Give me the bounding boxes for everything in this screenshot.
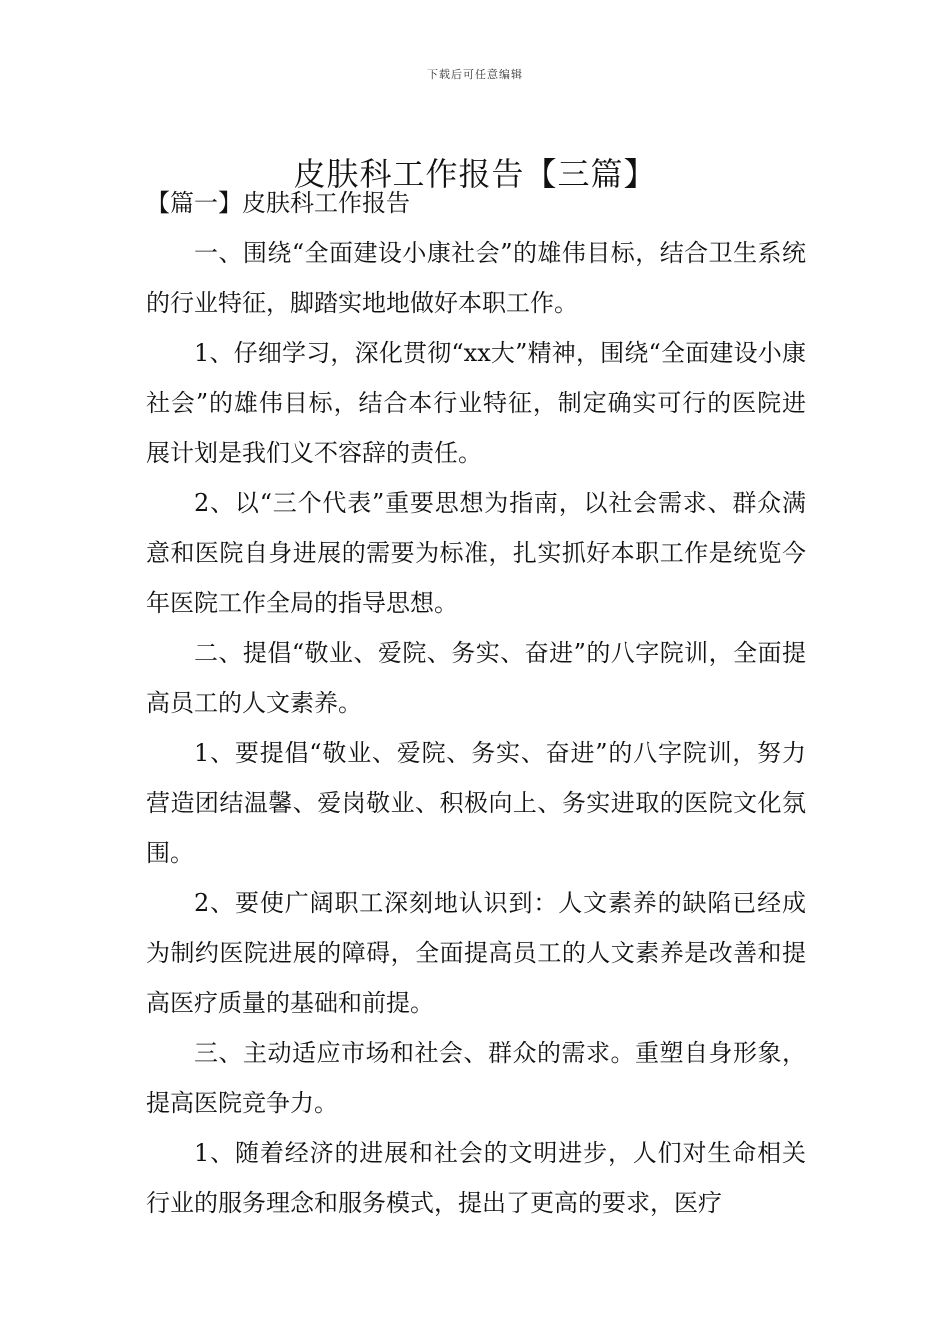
paragraph: 1、仔细学习，深化贯彻“xx大”精神，围绕“全面建设小康社会”的雄伟目标，结合本行业特征，制定确实可行的医院进展计划是我们义不容辞的责任。: [146, 339, 806, 467]
header-note: 下载后可任意编辑: [427, 68, 523, 81]
paragraph: 三、主动适应市场和社会、群众的需求。重塑自身形象，提高医院竞争力。: [146, 1039, 806, 1117]
section-heading: 【篇一】皮肤科工作报告: [146, 189, 410, 217]
paragraph: 1、随着经济的进展和社会的文明进步，人们对生命相关行业的服务理念和服务模式，提出了更高的要求，医疗: [146, 1139, 806, 1217]
paragraph: 一、围绕“全面建设小康社会”的雄伟目标，结合卫生系统的行业特征，脚踏实地地做好本职工作。: [146, 239, 806, 317]
document-body: [146, 178, 806, 1228]
document-title: 皮肤科工作报告【三篇】: [293, 155, 657, 194]
paragraph: 2、要使广阔职工深刻地认识到：人文素养的缺陷已经成为制约医院进展的障碍，全面提高员工的人文素养是改善和提高医疗质量的基础和前提。: [146, 889, 806, 1017]
paragraph: 1、要提倡“敬业、爱院、务实、奋进”的八字院训，努力营造团结温馨、爱岗敬业、积极向上、务实进取的医院文化氛围。: [146, 739, 806, 867]
paragraph: 2、以“三个代表”重要思想为指南，以社会需求、群众满意和医院自身进展的需要为标准，扎实抓好本职工作是统览今年医院工作全局的指导思想。: [146, 489, 806, 617]
paragraph: 二、提倡“敬业、爱院、务实、奋进”的八字院训，全面提高员工的人文素养。: [146, 639, 806, 717]
